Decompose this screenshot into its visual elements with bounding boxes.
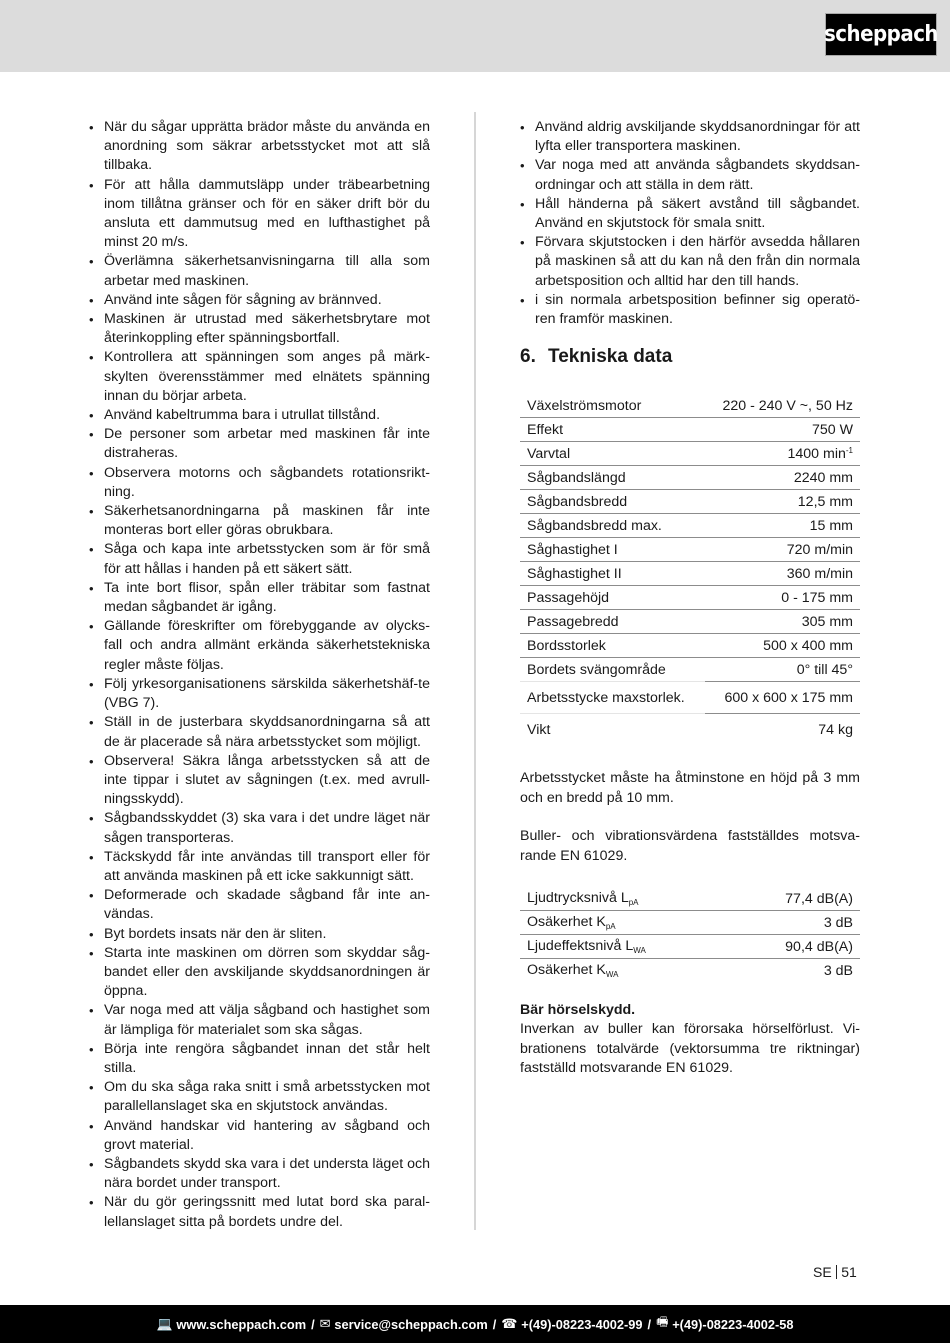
table-row [520,658,860,682]
page-number-separator [836,1265,838,1279]
bullet-item [88,944,430,1002]
bullet-dot-icon: • [89,504,94,520]
row-label-text: Sågbandslängd [527,469,626,486]
row-value [705,586,860,610]
bullet-item [88,118,430,176]
bullet-dot-icon: • [89,292,94,308]
bullet-text: För att hålla dammutsläpp under träbearbetning inom tillåtna gränser och för en säker drift bör du ansluta ett dammutsug med en lufthastighet på minst 20 m/s. [104,176,430,251]
fax-icon: 🖷 [656,1314,669,1329]
row-label-subscript: WA [633,946,646,955]
row-value-text: 3 dB [823,914,853,931]
bullet-text: Följ yrkesorganisationens särskilda säkerhetshäf-te (VBG 7). [104,675,430,712]
telephone-icon: ☎ [501,1316,518,1331]
bullet-dot-icon: • [89,542,94,558]
row-label-text: Ljudeffektsnivå L [527,938,634,954]
row-label-text: Sågbandsbredd [527,493,628,510]
bullet-text: Använd handskar vid hantering av sågband och grovt material. [104,1117,430,1153]
bullet-dot-icon: • [89,926,94,942]
bullet-dot-icon: • [520,292,525,308]
row-label-text: Arbetsstycke maxstorlek. [527,689,685,706]
bullet-item [88,579,430,617]
row-value-text: 500 x 400 mm [763,637,853,654]
bullet-item [88,464,430,502]
bullet-item [88,809,430,847]
row-label [520,610,705,634]
bullet-dot-icon: • [89,1195,94,1211]
footer-separator: / [647,1316,652,1332]
bullet-dot-icon: • [89,753,94,769]
row-value [705,714,860,746]
page-number [813,1264,857,1280]
row-label-text: Ljudtrycksnivå L [527,890,629,906]
bullet-text: Byt bordets insats när den är sliten. [104,925,327,942]
bullet-dot-icon: • [89,1080,94,1096]
language-code: SE [813,1264,832,1280]
table-row [520,714,860,746]
bullet-text: Ta inte bort flisor, spån eller träbitar som fastnat medan sågbandet är igång. [104,579,430,616]
bullet-dot-icon: • [89,715,94,731]
bullet-text: Förvara skjutstocken i den härför avsedda hållaren på maskinen så att du kan nå den från din normala arbetsposition och alltid har den till hands. [535,234,860,289]
section-number: 6. [520,346,536,367]
row-label-text: Sågbandsbredd max. [527,517,662,534]
row-value-text: 600 x 600 x 175 mm [724,689,853,706]
row-label [520,490,705,514]
bullet-item [88,1117,430,1155]
safety-list-left [88,118,430,1232]
bullet-text: Observera! Säkra långa arbetsstycken så att de inte tippar i slutet av sågningen (t.ex. med avrull-ningsskydd). [104,752,430,808]
bullet-text: De personer som arbetar med maskinen får inte distraheras. [104,426,430,462]
bullet-text: Starta inte maskinen om dörren som skyddar såg-bandet eller den avskiljande skyddsanordningen är öppna. [104,944,430,1000]
row-label-text: Osäkerhet K [527,962,606,978]
bullet-item [88,406,430,425]
table-row [520,682,860,714]
row-label [520,959,730,983]
row-label [520,418,705,442]
bullet-text: Observera motorns och sågbandets rotationsrikt-ning. [104,464,430,500]
bullet-dot-icon: • [89,888,94,904]
bullet-dot-icon: • [520,196,525,212]
row-label-text: Varvtal [527,445,571,462]
bullet-dot-icon: • [89,945,94,961]
row-label [520,562,705,586]
bullet-item [88,848,430,886]
hearing-protection-text: Inverkan av buller kan förorsaka hörselförlust. Vi-brationens totalvärde (vektorsumma tre riktningar) fastställd motsvarande EN 61029. [520,1021,860,1076]
hearing-protection-heading: Bär hörselskydd. [520,1002,636,1018]
row-value [705,682,860,714]
bullet-item [519,118,860,156]
computer-icon: 💻 [156,1316,173,1331]
table-row [520,418,860,442]
bullet-item [88,425,430,463]
table-row [520,562,860,586]
footer-website-link[interactable]: www.scheppach.com [176,1316,307,1332]
bullet-dot-icon: • [520,235,525,251]
bullet-dot-icon: • [520,158,525,174]
bullet-text: Såga och kapa inte arbetsstycken som är för små för att hållas i handen på ett säkert sätt. [104,541,430,577]
table-row [520,394,860,418]
row-value-text: 74 kg [818,721,853,738]
row-label [520,442,705,466]
bullet-item [519,195,860,233]
column-divider [474,112,476,1230]
bullet-dot-icon: • [89,427,94,443]
row-label-text: Effekt [527,421,564,438]
row-label-text: Passagehöjd [527,589,610,606]
row-label-text: Såghastighet I [527,541,618,558]
row-label [520,586,705,610]
scheppach-logo: scheppach [825,13,937,56]
table-row [520,490,860,514]
table-row [520,442,860,466]
table-row [520,911,860,935]
row-value [705,538,860,562]
bullet-dot-icon: • [89,1003,94,1019]
row-value [705,514,860,538]
table-row [520,586,860,610]
bullet-text: Överlämna säkerhetsanvisningarna till alla som arbetar med maskinen. [104,253,430,289]
bullet-item [519,291,860,329]
technical-data-table [520,394,860,745]
bullet-item [88,1040,430,1078]
row-label-text: Passagebredd [527,613,619,630]
table-row [520,634,860,658]
table-row [520,610,860,634]
min-size-paragraph: Arbetsstycket måste ha åtminstone en höjd på 3 mm och en bredd på 10 mm. [520,770,860,806]
section-title: Tekniska data [548,346,673,367]
row-value-text: 12,5 mm [797,493,853,510]
bullet-dot-icon: • [89,676,94,692]
row-label [520,887,730,911]
row-label-subscript: pA [605,922,616,931]
row-value-text: 750 W [811,421,853,438]
row-value-text: 90,4 dB(A) [785,938,853,955]
footer-separator: / [311,1316,315,1332]
row-value [705,562,860,586]
row-label-text: Växelströmsmotor [527,397,642,414]
row-value-text: 720 m/min [786,541,853,558]
row-value-text: 1400 min [787,445,846,462]
row-label-text: Såghastighet II [527,565,622,582]
bullet-dot-icon: • [89,408,94,424]
table-row [520,514,860,538]
bullet-item [88,886,430,924]
bullet-item [88,1155,430,1193]
bullet-text: Sågbandets skydd ska vara i det understa läget och nära bordet under transport. [104,1155,430,1192]
bullet-dot-icon: • [520,120,525,135]
row-label [520,714,705,746]
bullet-dot-icon: • [89,1118,94,1134]
bullet-item [88,540,430,578]
row-value-text: 0 - 175 mm [781,589,853,606]
bullet-text: i sin normala arbetsposition befinner sig operatö-ren framför maskinen. [535,291,860,328]
row-value [705,610,860,634]
bullet-item [88,675,430,713]
row-value [730,911,860,935]
bullet-text: Gällande föreskrifter om förebyggande av olycks-fall och andra allmänt erkända säkerhetstekniska regler måste följas. [104,618,430,673]
row-value-text: 220 - 240 V ~, 50 Hz [722,397,853,414]
bullet-dot-icon: • [89,849,94,865]
row-value [705,418,860,442]
bullet-text: Var noga med att använda sågbandets skyddsan-ordningar och att ställa in dem rätt. [535,157,860,193]
bullet-item [88,310,430,348]
bullet-item [88,291,430,310]
row-label-text: Osäkerhet K [527,914,606,930]
row-label [520,394,705,418]
bullet-text: Om du ska såga raka snitt i små arbetsstycken mot parallellanslaget ska en skjutstock användas. [104,1079,430,1115]
row-label [520,911,730,935]
table-row [520,466,860,490]
bullet-text: När du sågar upprätta brädor måste du använda en anordning som säkrar arbetsstycket mot att slå tillbaka. [104,119,430,174]
bullet-text: Håll händerna på säkert avstånd till sågbandet. Använd en skjutstock för smala snitt. [535,195,860,232]
row-value [730,935,860,959]
bullet-item [519,156,860,194]
footer-separator: / [492,1316,497,1332]
row-value [730,887,860,911]
bullet-item [88,617,430,675]
footer-phone: +(49)-08223-4002-99 [521,1316,643,1332]
row-value-text: 305 mm [801,613,853,630]
table-row [520,959,860,983]
bullet-item [88,502,430,540]
row-value [705,658,860,682]
bullet-item [88,176,430,253]
row-label-text: Bordsstorlek [527,637,606,654]
bullet-dot-icon: • [89,254,94,270]
bullet-text: Använd inte sågen för sågning av brännved. [104,291,382,308]
section-heading [520,346,672,368]
row-value-text: 2240 mm [793,469,853,486]
bullet-item [519,233,860,291]
bullet-text: Täckskydd får inte användas till transport eller för att använda maskinen på ett icke sakkunnigt sätt. [104,848,430,884]
footer-email-link[interactable]: service@scheppach.com [334,1316,488,1332]
row-label [520,514,705,538]
header-band [0,0,950,72]
row-value [705,490,860,514]
bullet-dot-icon: • [89,350,94,366]
row-value-superscript: -1 [845,445,853,455]
bullet-text: Använd aldrig avskiljande skyddsanordningar för att lyfta eller transportera maskinen. [535,119,860,155]
bullet-item [88,925,430,944]
row-value [705,442,860,466]
bullet-item [88,713,430,751]
row-value-text: 3 dB [823,962,853,979]
bullet-text: Deformerade och skadade sågband får inte an-vändas. [104,887,430,923]
row-value [730,959,860,983]
row-value [705,394,860,418]
bullet-text: Maskinen är utrustad med säkerhetsbrytare mot återinkoppling efter spänningsbortfall. [104,311,430,347]
bullet-dot-icon: • [89,1156,94,1172]
noise-intro-paragraph: Buller- och vibrationsvärdena fastställdes motsva-rande EN 61029. [520,828,860,864]
page-number-value: 51 [841,1264,857,1280]
bullet-dot-icon: • [89,312,94,328]
row-value-text: 0° till 45° [796,661,853,678]
bullet-item [88,752,430,810]
safety-list-right [519,118,860,329]
row-label [520,935,730,959]
row-label [520,634,705,658]
table-row [520,538,860,562]
bullet-text: Säkerhetsanordningarna på maskinen får inte monteras bort eller göras obrukbara. [104,503,430,539]
bullet-text: Var noga med att välja sågband och hastighet som är lämpliga för materialet som ska sågas. [104,1002,430,1038]
bullet-dot-icon: • [89,465,94,481]
row-label [520,658,705,682]
mail-icon: ✉ [319,1316,331,1331]
footer-fax: +(49)-08223-4002-58 [672,1316,794,1332]
bullet-text: Kontrollera att spänningen som anges på märk-skylten överensstämmer med elnätets spänning innan du börjar arbeta. [104,349,430,404]
table-row [520,887,860,911]
bullet-dot-icon: • [89,120,94,135]
bullet-text: Börja inte rengöra sågbandet innan det står helt stilla. [104,1040,430,1076]
row-label [520,538,705,562]
right-column [519,118,860,329]
row-value-text: 77,4 dB(A) [785,890,853,907]
row-value [705,466,860,490]
bullet-text: Använd kabeltrumma bara i utrullat tillstånd. [104,407,381,424]
row-label [520,466,705,490]
footer [0,1305,950,1343]
left-column [88,118,430,1232]
row-value-text: 360 m/min [786,565,853,582]
bullet-dot-icon: • [89,580,94,596]
bullet-item [88,348,430,406]
bullet-dot-icon: • [89,811,94,827]
bullet-dot-icon: • [89,619,94,635]
row-label [520,682,705,714]
bullet-dot-icon: • [89,1041,94,1057]
bullet-text: Sågbandsskyddet (3) ska vara i det undre läget när sågen transporteras. [104,810,430,846]
row-label-subscript: WA [605,970,619,979]
bullet-dot-icon: • [89,177,94,193]
row-label-text: Vikt [527,721,551,738]
bullet-item [88,1078,430,1116]
bullet-item [88,252,430,290]
bullet-text: Ställ in de justerbara skyddsanordningarna så att de är placerade så nära arbetsstycket som möjligt. [104,714,430,750]
bullet-item [88,1193,430,1231]
row-label-subscript: pA [628,898,639,907]
table-row [520,935,860,959]
noise-data-table [520,887,860,982]
bullet-item [88,1001,430,1039]
bullet-text: När du gör geringssnitt med lutat bord ska paral-lellanslaget sitta på bordets undre del. [104,1194,430,1230]
row-label-text: Bordets svängområde [527,661,666,678]
row-value-text: 15 mm [809,517,853,534]
row-value [705,634,860,658]
